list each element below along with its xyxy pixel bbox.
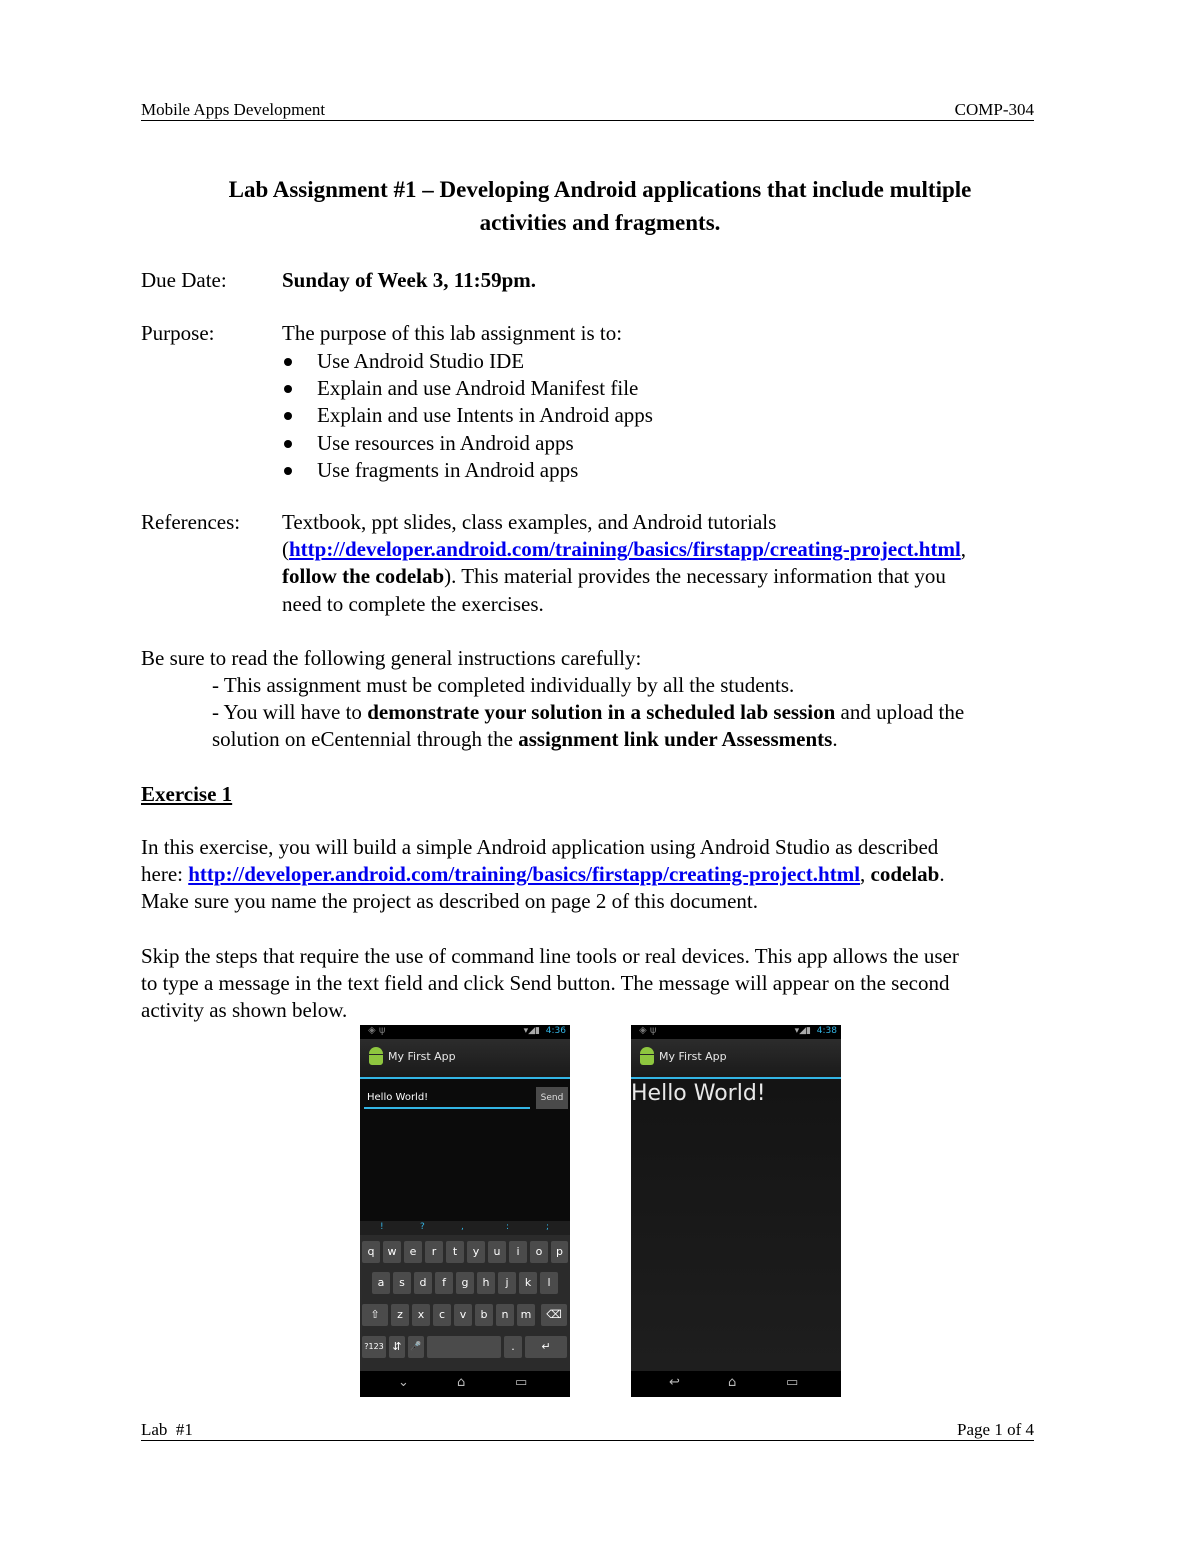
action-bar <box>360 1039 570 1079</box>
key[interactable]: p <box>551 1241 568 1263</box>
suggestion[interactable]: ? <box>420 1222 425 1232</box>
instruction-item-2 <box>212 699 964 726</box>
purpose-list <box>282 348 653 484</box>
backspace-key[interactable]: ⌫ <box>541 1304 567 1326</box>
exercise-p1-line-3: Make sure you name the project as described on page 2 of this document. <box>141 889 758 913</box>
list-item: Use Android Studio IDE <box>282 348 653 375</box>
exercise-p2-line-3: activity as shown below. <box>141 998 348 1022</box>
status-bar <box>360 1025 570 1039</box>
key[interactable]: t <box>446 1241 464 1263</box>
title-line-1: Lab Assignment #1 – Developing Android applications that include multiple <box>228 177 972 202</box>
key[interactable]: h <box>477 1272 495 1294</box>
references-line-2 <box>282 536 966 563</box>
exercise-bold: codelab <box>870 862 940 886</box>
exercise-heading: Exercise 1 <box>141 782 233 806</box>
key[interactable]: q <box>362 1241 380 1263</box>
nav-bar <box>631 1371 841 1397</box>
app-title: My First App <box>388 1050 456 1063</box>
list-item: Use resources in Android apps <box>282 430 653 457</box>
exercise-p1-line-2 <box>141 861 945 888</box>
back-icon[interactable]: ↩ <box>669 1375 680 1390</box>
instruction-item-1: - This assignment must be completed individually by all the students. <box>212 673 795 697</box>
phone-screenshot-main-activity <box>360 1025 570 1397</box>
purpose-intro: The purpose of this lab assignment is to: <box>282 321 623 345</box>
enter-key[interactable]: ↵ <box>525 1336 567 1358</box>
key[interactable]: k <box>519 1272 537 1294</box>
key[interactable]: x <box>412 1304 430 1326</box>
space-key[interactable] <box>427 1336 501 1358</box>
purpose-label: Purpose: <box>141 321 215 345</box>
key[interactable]: a <box>372 1272 390 1294</box>
recent-apps-icon[interactable]: ▭ <box>515 1375 528 1390</box>
instruction-bold: assignment link under Assessments <box>518 727 833 751</box>
key[interactable]: m <box>517 1304 535 1326</box>
key[interactable]: d <box>414 1272 432 1294</box>
references-rest: ). This material provides the necessary information that you <box>444 564 946 588</box>
settings-key[interactable]: ⇵ <box>389 1336 405 1358</box>
key[interactable]: b <box>475 1304 493 1326</box>
key[interactable]: j <box>498 1272 516 1294</box>
exercise-text: , <box>860 862 871 886</box>
tutorial-link[interactable]: http://developer.android.com/training/basics/firstapp/creating-project.html <box>289 537 961 561</box>
references-comma: , <box>960 537 967 561</box>
references-line-4: need to complete the exercises. <box>282 592 544 616</box>
codelab-link[interactable]: http://developer.android.com/training/basics/firstapp/creating-project.html <box>188 862 861 886</box>
instruction-text: - You will have to <box>212 700 368 724</box>
home-icon[interactable]: ⌂ <box>728 1375 737 1390</box>
references-label: References: <box>141 510 241 534</box>
instruction-text: solution on eCentennial through the <box>212 727 519 751</box>
suggestion[interactable]: ! <box>380 1222 384 1232</box>
shift-key[interactable]: ⇧ <box>362 1304 388 1326</box>
mic-icon[interactable]: 🎤 <box>408 1336 424 1358</box>
message-input[interactable]: Hello World! <box>364 1089 530 1109</box>
title-line-2: activities and fragments. <box>479 210 721 235</box>
exercise-p2-line-1: Skip the steps that require the use of command line tools or real devices. This app allows the user <box>141 944 959 968</box>
page-number: Page 1 of 4 <box>957 1420 1034 1439</box>
page-footer <box>141 1420 1034 1441</box>
references-line-1: Textbook, ppt slides, class examples, and Android tutorials <box>282 510 777 534</box>
instruction-bold: demonstrate your solution in a scheduled lab session <box>367 700 836 724</box>
footer-lab: Lab #1 <box>141 1420 193 1439</box>
status-time: 4:38 <box>816 1026 837 1036</box>
instruction-text: . <box>832 727 838 751</box>
key[interactable]: i <box>509 1241 527 1263</box>
due-value: Sunday of Week 3, 11:59pm. <box>282 268 536 292</box>
suggestion[interactable]: ; <box>546 1222 550 1232</box>
key[interactable]: r <box>425 1241 443 1263</box>
back-down-icon[interactable]: ⌄ <box>398 1375 409 1390</box>
instruction-text: and upload the <box>835 700 965 724</box>
key[interactable]: e <box>404 1241 422 1263</box>
instruction-item-2-cont <box>212 726 838 753</box>
notification-icon: ◈ ψ <box>368 1025 386 1036</box>
phone-screenshot-display-activity <box>631 1025 841 1397</box>
key[interactable]: v <box>454 1304 472 1326</box>
key[interactable]: z <box>391 1304 409 1326</box>
action-bar <box>631 1039 841 1079</box>
key[interactable]: y <box>467 1241 485 1263</box>
key[interactable]: n <box>496 1304 514 1326</box>
nav-bar <box>360 1371 570 1397</box>
exercise-text: here: <box>141 862 189 886</box>
references-bold: follow the codelab <box>282 564 445 588</box>
list-item: Use fragments in Android apps <box>282 457 653 484</box>
suggestion-strip <box>360 1221 570 1235</box>
page-header <box>141 100 1034 121</box>
app-title: My First App <box>659 1050 727 1063</box>
key[interactable]: w <box>383 1241 401 1263</box>
key[interactable]: u <box>488 1241 506 1263</box>
due-label: Due Date: <box>141 268 227 292</box>
header-course: Mobile Apps Development <box>141 100 326 119</box>
soft-keyboard <box>360 1221 570 1371</box>
key[interactable]: f <box>435 1272 453 1294</box>
recent-apps-icon[interactable]: ▭ <box>786 1375 799 1390</box>
status-time: 4:36 <box>545 1026 566 1036</box>
key[interactable]: o <box>530 1241 548 1263</box>
references-open-paren: ( <box>282 537 289 561</box>
android-icon <box>639 1047 655 1065</box>
key[interactable]: g <box>456 1272 474 1294</box>
send-button[interactable]: Send <box>536 1087 568 1109</box>
signal-icon: ▾◢▮ <box>523 1026 540 1036</box>
home-icon[interactable]: ⌂ <box>457 1375 466 1390</box>
key[interactable]: c <box>433 1304 451 1326</box>
status-bar <box>631 1025 841 1039</box>
message-display: Hello World! <box>631 1081 766 1106</box>
key[interactable]: s <box>393 1272 411 1294</box>
instructions-intro: Be sure to read the following general instructions carefully: <box>141 646 642 670</box>
suggestion[interactable]: , <box>461 1222 464 1232</box>
list-item: Explain and use Intents in Android apps <box>282 402 653 429</box>
header-code: COMP-304 <box>954 100 1034 119</box>
exercise-p2-line-2: to type a message in the text field and click Send button. The message will appear on the second <box>141 971 950 995</box>
key[interactable]: l <box>540 1272 558 1294</box>
android-icon <box>368 1047 384 1065</box>
signal-icon: ▾◢▮ <box>794 1026 811 1036</box>
notification-icon: ◈ ψ <box>639 1025 657 1036</box>
suggestion[interactable]: : <box>506 1222 510 1232</box>
page-title <box>141 173 1059 239</box>
symbols-key[interactable]: ?123 <box>362 1336 386 1358</box>
period-key[interactable]: . <box>504 1336 522 1358</box>
references-line-3 <box>282 563 946 590</box>
list-item: Explain and use Android Manifest file <box>282 375 653 402</box>
exercise-p1-line-1: In this exercise, you will build a simple Android application using Android Studio as described <box>141 835 939 859</box>
exercise-text: . <box>939 862 945 886</box>
